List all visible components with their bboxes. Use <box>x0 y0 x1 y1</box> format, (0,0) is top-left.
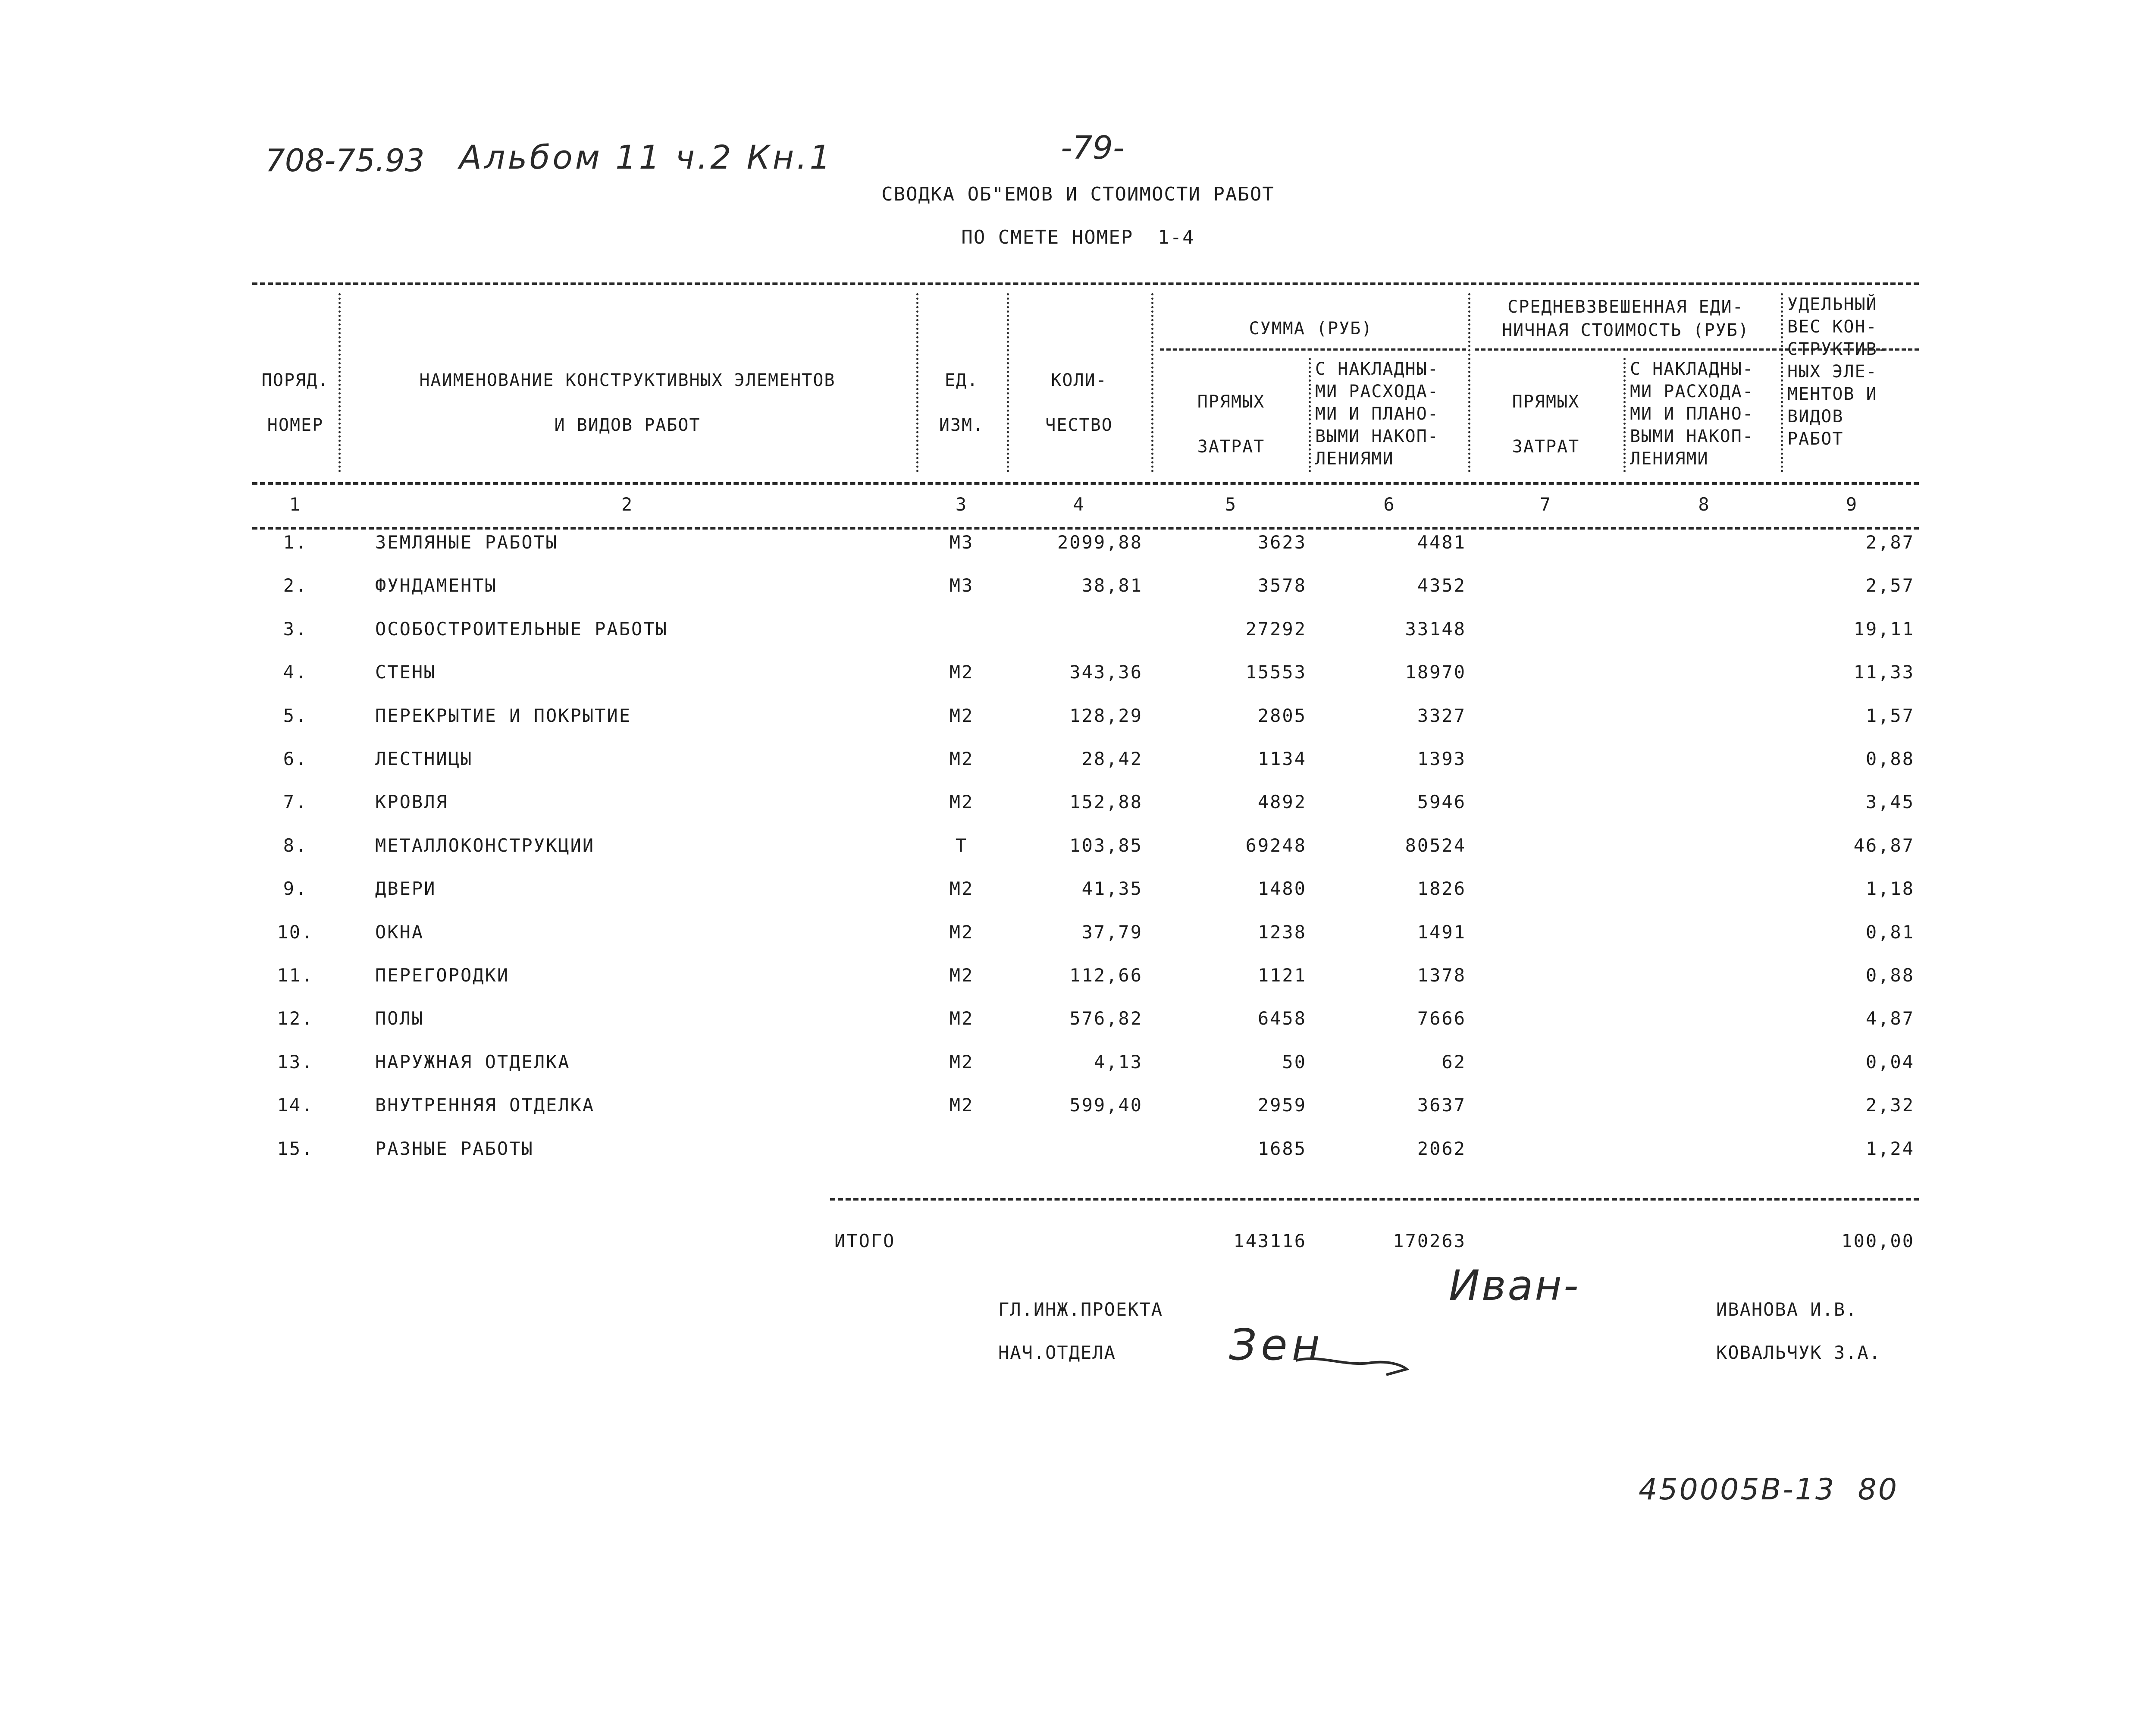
row-direct-cost: 1480 <box>1257 878 1307 900</box>
header-separator <box>1309 358 1311 472</box>
total-row <box>0 1228 2156 1271</box>
row-name: ДВЕРИ <box>375 878 436 900</box>
row-quantity: 37,79 <box>1081 921 1143 943</box>
row-direct-cost: 2805 <box>1257 705 1307 726</box>
row-share: 0,88 <box>1865 748 1915 769</box>
header-element-name: НАИМЕНОВАНИЕ КОНСТРУКТИВНЫХ ЭЛЕМЕНТОВ И ВИДОВ РАБОТ <box>419 370 836 435</box>
column-number: 2 <box>621 494 634 515</box>
column-number: 3 <box>955 494 968 515</box>
row-name: МЕТАЛЛОКОНСТРУКЦИИ <box>375 834 595 856</box>
row-quantity: 599,40 <box>1069 1094 1143 1116</box>
total-rule <box>830 1198 1919 1201</box>
signature-role-head-of-department: НАЧ.ОТДЕЛА <box>998 1342 1116 1363</box>
row-direct-cost: 4892 <box>1257 791 1307 813</box>
table-row <box>0 746 2156 789</box>
row-direct-cost: 69248 <box>1245 834 1307 856</box>
header-avg-overhead: С НАКЛАДНЫ- МИ РАСХОДА- МИ И ПЛАНО- ВЫМИ НАКОП- ЛЕНИЯМИ <box>1630 359 1754 469</box>
row-number: 1. <box>283 532 308 553</box>
table-row <box>0 919 2156 963</box>
header-quantity: КОЛИ- ЧЕСТВО <box>1045 370 1113 435</box>
row-number: 13. <box>277 1051 314 1072</box>
row-name: ОКНА <box>375 921 424 943</box>
row-number: 14. <box>277 1094 314 1116</box>
column-number: 8 <box>1698 494 1711 515</box>
row-number: 7. <box>283 791 308 813</box>
row-direct-cost: 1238 <box>1257 921 1307 943</box>
row-total-cost: 80524 <box>1405 834 1466 856</box>
total-direct: 143116 <box>1233 1230 1307 1251</box>
header-unit: ЕД. ИЗМ. <box>939 370 984 435</box>
row-share: 1,24 <box>1865 1138 1915 1159</box>
table-row <box>0 616 2156 659</box>
table-row <box>0 1136 2156 1179</box>
header-sum-group: СУММА (РУБ) <box>1249 319 1373 339</box>
row-direct-cost: 27292 <box>1245 618 1307 640</box>
row-quantity: 41,35 <box>1081 878 1143 900</box>
row-number: 12. <box>277 1008 314 1029</box>
signature-head-of-department: Зен <box>1229 1320 1325 1370</box>
row-unit: М2 <box>949 791 974 813</box>
row-quantity: 28,42 <box>1081 748 1143 769</box>
header-share: УДЕЛЬНЫЙ ВЕС КОН- СТРУКТИВ- НЫХ ЭЛЕ- МЕНТОВ И ВИДОВ РАБОТ <box>1787 295 1889 449</box>
row-total-cost: 18970 <box>1405 662 1466 683</box>
row-number: 6. <box>283 748 308 769</box>
column-number: 9 <box>1846 494 1858 515</box>
row-name: ПЕРЕГОРОДКИ <box>375 965 510 986</box>
total-overhead: 170263 <box>1393 1230 1466 1251</box>
row-total-cost: 3327 <box>1417 705 1466 726</box>
row-unit: М3 <box>949 575 974 596</box>
table-top-rule <box>252 282 1919 285</box>
row-share: 11,33 <box>1853 662 1915 683</box>
row-name: ЗЕМЛЯНЫЕ РАБОТЫ <box>375 532 558 553</box>
column-number: 4 <box>1073 494 1085 515</box>
row-unit: М2 <box>949 1094 974 1116</box>
row-share: 0,81 <box>1865 921 1915 943</box>
table-row <box>0 703 2156 746</box>
footer-code: 450005В-13 80 <box>1639 1473 1899 1507</box>
column-number: 7 <box>1539 494 1552 515</box>
table-row <box>0 789 2156 832</box>
row-direct-cost: 50 <box>1282 1051 1307 1072</box>
row-unit: Т <box>955 834 968 856</box>
row-direct-cost: 2959 <box>1257 1094 1307 1116</box>
row-unit: М2 <box>949 965 974 986</box>
row-quantity: 128,29 <box>1069 705 1143 726</box>
row-unit: М2 <box>949 1051 974 1072</box>
row-unit: М3 <box>949 532 974 553</box>
row-number: 9. <box>283 878 308 900</box>
row-quantity: 112,66 <box>1069 965 1143 986</box>
row-direct-cost: 1685 <box>1257 1138 1307 1159</box>
column-number: 6 <box>1383 494 1396 515</box>
row-unit: М2 <box>949 748 974 769</box>
row-total-cost: 33148 <box>1405 618 1466 640</box>
row-number: 8. <box>283 834 308 856</box>
table-row <box>0 876 2156 919</box>
row-direct-cost: 1134 <box>1257 748 1307 769</box>
signature-chief-engineer: Иван- <box>1449 1261 1580 1310</box>
header-sum-overhead: С НАКЛАДНЫ- МИ РАСХОДА- МИ И ПЛАНО- ВЫМИ НАКОП- ЛЕНИЯМИ <box>1315 359 1439 469</box>
row-direct-cost: 6458 <box>1257 1008 1307 1029</box>
table-row <box>0 659 2156 702</box>
row-name: ПЕРЕКРЫТИЕ И ПОКРЫТИЕ <box>375 705 632 726</box>
row-direct-cost: 1121 <box>1257 965 1307 986</box>
sum-group-rule <box>1160 348 1466 351</box>
row-total-cost: 7666 <box>1417 1008 1466 1029</box>
row-name: СТЕНЫ <box>375 662 436 683</box>
column-number: 1 <box>289 494 302 515</box>
row-quantity: 2099,88 <box>1057 532 1143 553</box>
total-label: ИТОГО <box>834 1230 896 1251</box>
document-title: СВОДКА ОБ"ЕМОВ И СТОИМОСТИ РАБОТ <box>881 183 1275 205</box>
table-row <box>0 1092 2156 1135</box>
row-number: 10. <box>277 921 314 943</box>
row-number: 3. <box>283 618 308 640</box>
row-share: 0,88 <box>1865 965 1915 986</box>
header-separator <box>1623 358 1626 472</box>
row-name: ОСОБОСТРОИТЕЛЬНЫЕ РАБОТЫ <box>375 618 668 640</box>
row-total-cost: 1378 <box>1417 965 1466 986</box>
header-order-number: ПОРЯД. НОМЕР <box>261 370 329 435</box>
row-share: 19,11 <box>1853 618 1915 640</box>
table-row <box>0 573 2156 616</box>
row-direct-cost: 3578 <box>1257 575 1307 596</box>
row-share: 2,32 <box>1865 1094 1915 1116</box>
table-row <box>0 530 2156 573</box>
header-separator <box>1151 293 1153 472</box>
row-unit: М2 <box>949 878 974 900</box>
row-name: ВНУТРЕННЯЯ ОТДЕЛКА <box>375 1094 595 1116</box>
row-unit: М2 <box>949 662 974 683</box>
row-share: 0,04 <box>1865 1051 1915 1072</box>
row-name: КРОВЛЯ <box>375 791 448 813</box>
table-row <box>0 833 2156 876</box>
header-sum-direct: ПРЯМЫХ ЗАТРАТ <box>1197 392 1265 457</box>
row-quantity: 38,81 <box>1081 575 1143 596</box>
row-share: 4,87 <box>1865 1008 1915 1029</box>
signature-flourish <box>1294 1345 1410 1380</box>
row-share: 2,87 <box>1865 532 1915 553</box>
row-share: 1,57 <box>1865 705 1915 726</box>
row-total-cost: 2062 <box>1417 1138 1466 1159</box>
signature-name-chief-engineer: ИВАНОВА И.В. <box>1716 1299 1858 1320</box>
row-number: 2. <box>283 575 308 596</box>
table-row <box>0 1049 2156 1092</box>
row-total-cost: 62 <box>1442 1051 1466 1072</box>
row-total-cost: 4481 <box>1417 532 1466 553</box>
row-total-cost: 1826 <box>1417 878 1466 900</box>
header-avg-direct: ПРЯМЫХ ЗАТРАТ <box>1512 392 1580 457</box>
row-name: ЛЕСТНИЦЫ <box>375 748 473 769</box>
column-number: 5 <box>1225 494 1238 515</box>
row-direct-cost: 3623 <box>1257 532 1307 553</box>
total-share: 100,00 <box>1841 1230 1915 1251</box>
signature-name-head-of-department: КОВАЛЬЧУК З.А. <box>1716 1342 1881 1363</box>
row-number: 4. <box>283 662 308 683</box>
row-number: 15. <box>277 1138 314 1159</box>
row-total-cost: 1393 <box>1417 748 1466 769</box>
column-numbers-row <box>0 492 2156 535</box>
header-bottom-rule <box>252 482 1919 485</box>
row-share: 1,18 <box>1865 878 1915 900</box>
row-name: РАЗНЫЕ РАБОТЫ <box>375 1138 534 1159</box>
row-name: ФУНДАМЕНТЫ <box>375 575 497 596</box>
row-direct-cost: 15553 <box>1245 662 1307 683</box>
row-total-cost: 4352 <box>1417 575 1466 596</box>
row-quantity: 4,13 <box>1094 1051 1143 1072</box>
row-unit: М2 <box>949 921 974 943</box>
row-share: 2,57 <box>1865 575 1915 596</box>
row-total-cost: 5946 <box>1417 791 1466 813</box>
page-number: -79- <box>1061 129 1125 166</box>
row-number: 11. <box>277 965 314 986</box>
album-reference: Альбом 11 ч.2 Кн.1 <box>459 138 833 176</box>
row-total-cost: 1491 <box>1417 921 1466 943</box>
row-quantity: 103,85 <box>1069 834 1143 856</box>
row-number: 5. <box>283 705 308 726</box>
row-total-cost: 3637 <box>1417 1094 1466 1116</box>
row-unit: М2 <box>949 1008 974 1029</box>
row-quantity: 576,82 <box>1069 1008 1143 1029</box>
document-code: 708-75.93 <box>265 142 425 179</box>
table-row <box>0 963 2156 1006</box>
row-share: 46,87 <box>1853 834 1915 856</box>
row-quantity: 343,36 <box>1069 662 1143 683</box>
row-quantity: 152,88 <box>1069 791 1143 813</box>
header-separator <box>1781 293 1783 472</box>
document-subtitle: ПО СМЕТЕ НОМЕР 1-4 <box>961 226 1195 248</box>
signature-role-chief-engineer: ГЛ.ИНЖ.ПРОЕКТА <box>998 1299 1163 1320</box>
row-name: ПОЛЫ <box>375 1008 424 1029</box>
header-avg-group: СРЕДНЕВЗВЕШЕННАЯ ЕДИ- НИЧНАЯ СТОИМОСТЬ (РУБ) <box>1502 297 1749 340</box>
row-share: 3,45 <box>1865 791 1915 813</box>
row-name: НАРУЖНАЯ ОТДЕЛКА <box>375 1051 570 1072</box>
row-unit: М2 <box>949 705 974 726</box>
table-row <box>0 1006 2156 1049</box>
